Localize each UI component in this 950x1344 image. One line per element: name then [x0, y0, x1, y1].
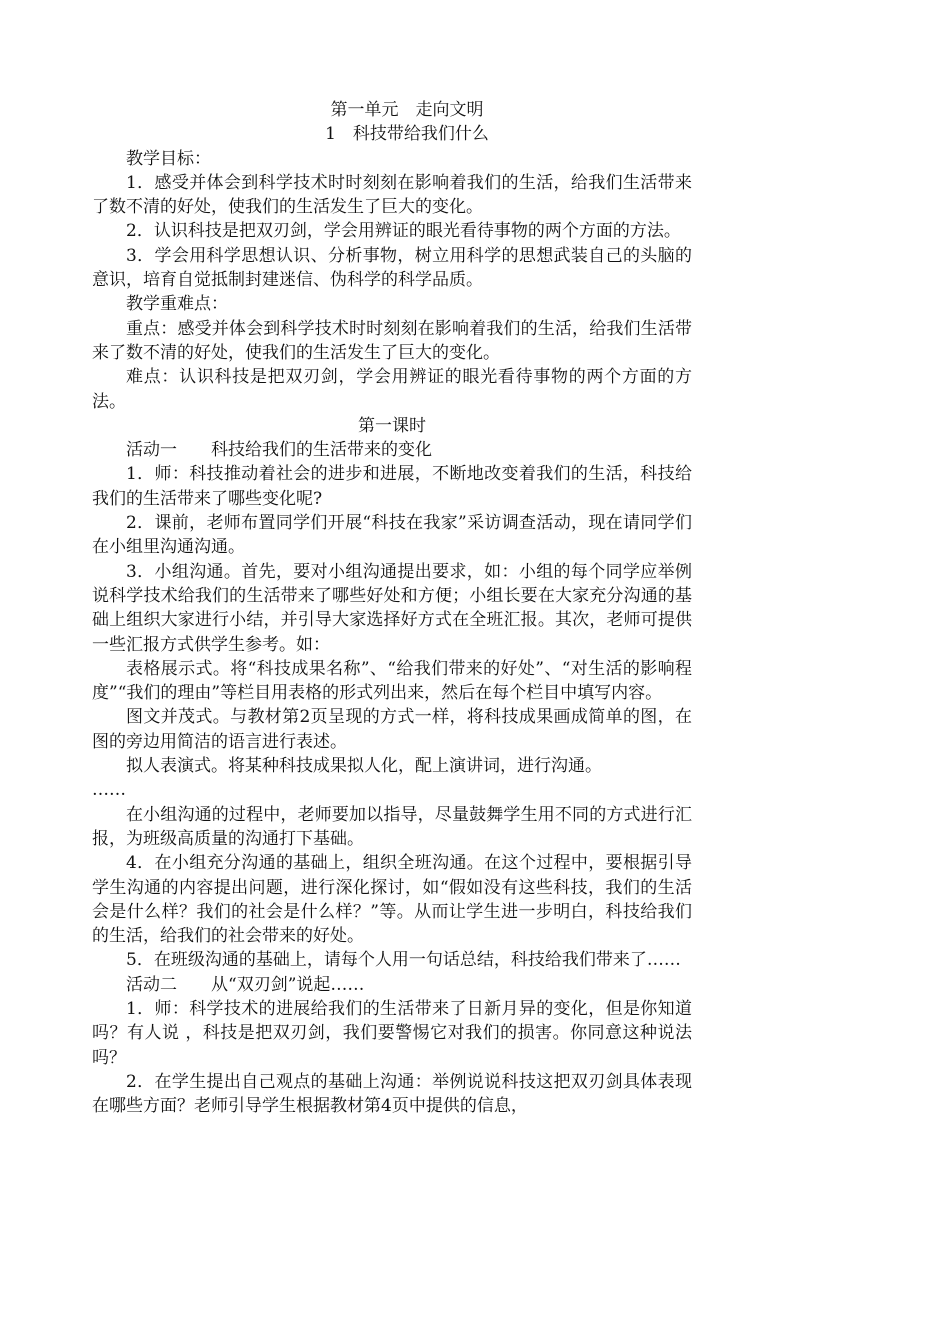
activity-1-paragraph-3: 3．小组沟通。首先，要对小组沟通提出要求，如：小组的每个同学应举例说科学技术给我们的生活带来了哪些好处和方便；小组长要在大家充分沟通的基础上组织大家进行小结，并引导大家选择好方式在全班汇报。其次，老师可提供一些汇报方式供学生参考。如：	[92, 561, 692, 655]
lesson-title: 1 科技带给我们什么	[325, 124, 489, 145]
key-point: 重点：感受并体会到科学技术时时刻刻在影响着我们的生活，给我们生活带来了数不清的好处，使我们的生活发生了巨大的变化。	[92, 318, 692, 363]
activity-1-heading: 活动一 科技给我们的生活带来的变化	[126, 440, 432, 461]
goal-3: 3．学会用科学思想认识、分析事物，树立用科学的思想武装自己的头脑的意识，培育自觉抵制封建迷信、伪科学的科学品质。	[92, 245, 692, 291]
goals-heading: 教学目标：	[126, 148, 211, 169]
activity-1-paragraph-6: 拟人表演式。将某种科技成果拟人化，配上演讲词，进行沟通。	[126, 756, 602, 777]
unit-title: 第一单元 走向文明	[330, 100, 484, 120]
ellipsis-line: ……	[92, 780, 126, 801]
period-heading: 第一课时	[358, 415, 426, 436]
goal-2: 2．认识科技是把双刃剑，学会用辨证的眼光看待事物的两个方面的方法。	[126, 221, 681, 242]
activity-1-paragraph-8: 4．在小组充分沟通的基础上，组织全班沟通。在这个过程中，要根据引导学生沟通的内容提出问题，进行深化探讨，如“假如没有这些科技，我们的生活会是什么样？我们的社会是什么样？”等。从而让学生进一步明白，科技给我们的生活，给我们的社会带来的好处。	[92, 853, 692, 947]
document-page	[92, 98, 692, 1118]
activity-1-paragraph-7: 在小组沟通的过程中，老师要加以指导，尽量鼓舞学生用不同的方式进行汇报，为班级高质量的沟通打下基础。	[92, 804, 692, 849]
activity-1-paragraph-4: 表格展示式。将“科技成果名称”、“给我们带来的好处”、“对生活的影响程度”“我们的理由”等栏目用表格的形式列出来，然后在每个栏目中填写内容。	[92, 658, 692, 704]
activity-1-paragraph-1: 1．师：科技推动着社会的进步和进展，不断地改变着我们的生活，科技给我们的生活带来了哪些变化呢?	[92, 464, 692, 509]
goal-1: 1．感受并体会到科学技术时时刻刻在影响着我们的生活，给我们生活带来了数不清的好处，使我们的生活发生了巨大的变化。	[92, 172, 692, 218]
activity-1-paragraph-9: 5．在班级沟通的基础上，请每个人用一句话总结，科技给我们带来了……	[126, 950, 681, 971]
activity-1-paragraph-2: 2．课前，老师布置同学们开展“科技在我家”采访调查活动，现在请同学们在小组里沟通沟通。	[92, 513, 692, 558]
activity-2-heading: 活动二 从“双刃剑”说起……	[126, 974, 365, 995]
activity-2-paragraph-1: 1．师：科学技术的进展给我们的生活带来了日新月异的变化，但是你知道吗？有人说 ，科技是把双刃剑，我们要警惕它对我们的损害。你同意这种说法吗？	[92, 998, 692, 1068]
keypoints-heading: 教学重难点：	[126, 294, 228, 315]
activity-1-paragraph-5: 图文并茂式。与教材第2页呈现的方式一样，将科技成果画成简单的图，在图的旁边用简洁的语言进行表述。	[92, 707, 692, 752]
difficult-point: 难点：认识科技是把双刃剑，学会用辨证的眼光看待事物的两个方面的方法。	[92, 367, 692, 412]
activity-2-paragraph-2: 2．在学生提出自己观点的基础上沟通：举例说说科技这把双刃剑具体表现在哪些方面？老师引导学生根据教材第4页中提供的信息，	[92, 1071, 692, 1117]
